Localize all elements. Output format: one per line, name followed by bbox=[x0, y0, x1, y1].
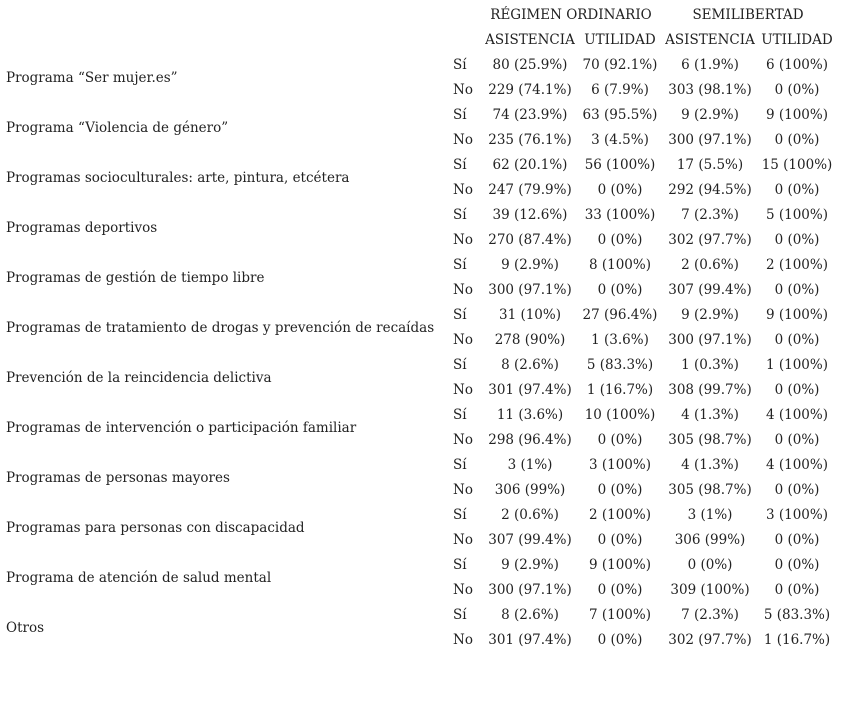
cell-ro-utilidad: 7 (100%) bbox=[588, 607, 651, 623]
cell-ro-utilidad: 1 (16.7%) bbox=[586, 382, 654, 398]
cell-ro-asistencia: 31 (10%) bbox=[498, 307, 561, 323]
cell-ro-utilidad: 3 (4.5%) bbox=[591, 132, 649, 148]
program-name: Programas de personas mayores bbox=[6, 469, 230, 486]
cell-ro-asistencia: 80 (25.9%) bbox=[492, 57, 568, 73]
answer-label: Sí bbox=[453, 57, 467, 73]
table-row bbox=[4, 503, 835, 528]
answer-label: Sí bbox=[453, 207, 467, 223]
cell-sl-asistencia: 300 (97.1%) bbox=[668, 132, 752, 148]
answer-label: No bbox=[453, 82, 473, 98]
cell-sl-asistencia: 4 (1.3%) bbox=[681, 407, 739, 423]
header-regimen-ordinario: RÉGIMEN ORDINARIO bbox=[490, 7, 652, 23]
cell-sl-asistencia: 3 (1%) bbox=[687, 507, 733, 523]
cell-ro-asistencia: 39 (12.6%) bbox=[492, 207, 568, 223]
cell-sl-asistencia: 302 (97.7%) bbox=[668, 232, 752, 248]
corner-cell bbox=[4, 3, 481, 28]
cell-ro-asistencia: 278 (90%) bbox=[494, 332, 566, 348]
header-ro-asistencia: ASISTENCIA bbox=[485, 32, 575, 48]
cell-sl-utilidad: 0 (0%) bbox=[774, 232, 820, 248]
table-body bbox=[4, 53, 835, 653]
table-row bbox=[4, 353, 835, 378]
group-header-row bbox=[4, 3, 835, 28]
table-row bbox=[4, 603, 835, 628]
answer-label: Sí bbox=[453, 357, 467, 373]
answer-label: Sí bbox=[453, 507, 467, 523]
cell-ro-utilidad: 0 (0%) bbox=[597, 182, 643, 198]
cell-ro-utilidad: 0 (0%) bbox=[597, 582, 643, 598]
answer-label: No bbox=[453, 282, 473, 298]
cell-ro-asistencia: 298 (96.4%) bbox=[488, 432, 572, 448]
cell-sl-asistencia: 1 (0.3%) bbox=[681, 357, 739, 373]
cell-ro-asistencia: 301 (97.4%) bbox=[488, 632, 572, 648]
answer-label: Sí bbox=[453, 557, 467, 573]
cell-sl-utilidad: 4 (100%) bbox=[765, 457, 828, 473]
cell-ro-utilidad: 5 (83.3%) bbox=[586, 357, 654, 373]
cell-sl-asistencia: 306 (99%) bbox=[674, 532, 746, 548]
cell-ro-asistencia: 307 (99.4%) bbox=[488, 532, 572, 548]
cell-ro-utilidad: 63 (95.5%) bbox=[582, 107, 658, 123]
cell-sl-asistencia: 309 (100%) bbox=[670, 582, 750, 598]
corner-cell bbox=[4, 28, 481, 53]
cell-ro-utilidad: 0 (0%) bbox=[597, 432, 643, 448]
cell-ro-asistencia: 235 (76.1%) bbox=[488, 132, 572, 148]
cell-sl-utilidad: 0 (0%) bbox=[774, 82, 820, 98]
answer-label: No bbox=[453, 632, 473, 648]
cell-sl-utilidad: 3 (100%) bbox=[765, 507, 828, 523]
cell-sl-utilidad: 4 (100%) bbox=[765, 407, 828, 423]
program-name: Programa de atención de salud mental bbox=[6, 569, 272, 586]
cell-sl-asistencia: 305 (98.7%) bbox=[668, 482, 752, 498]
cell-ro-utilidad: 2 (100%) bbox=[588, 507, 651, 523]
cell-ro-asistencia: 9 (2.9%) bbox=[501, 557, 559, 573]
cell-ro-asistencia: 270 (87.4%) bbox=[488, 232, 572, 248]
cell-sl-asistencia: 7 (2.3%) bbox=[681, 207, 739, 223]
table-row bbox=[4, 53, 835, 78]
answer-label: Sí bbox=[453, 307, 467, 323]
cell-ro-utilidad: 56 (100%) bbox=[584, 157, 656, 173]
answer-label: No bbox=[453, 532, 473, 548]
cell-ro-asistencia: 300 (97.1%) bbox=[488, 582, 572, 598]
cell-sl-asistencia: 308 (99.7%) bbox=[668, 382, 752, 398]
cell-sl-asistencia: 6 (1.9%) bbox=[681, 57, 739, 73]
cell-ro-asistencia: 74 (23.9%) bbox=[492, 107, 568, 123]
cell-ro-asistencia: 8 (2.6%) bbox=[501, 357, 559, 373]
cell-sl-asistencia: 0 (0%) bbox=[687, 557, 733, 573]
cell-ro-utilidad: 10 (100%) bbox=[584, 407, 656, 423]
cell-ro-utilidad: 0 (0%) bbox=[597, 532, 643, 548]
header-sl-asistencia: ASISTENCIA bbox=[665, 32, 755, 48]
header-semilibertad: SEMILIBERTAD bbox=[692, 7, 804, 23]
table-row bbox=[4, 203, 835, 228]
table-row bbox=[4, 103, 835, 128]
cell-ro-utilidad: 1 (3.6%) bbox=[591, 332, 649, 348]
program-name: Programas de tratamiento de drogas y prevención de recaídas bbox=[6, 319, 435, 336]
program-name: Programa “Ser mujer.es” bbox=[6, 69, 178, 86]
cell-ro-utilidad: 27 (96.4%) bbox=[582, 307, 658, 323]
answer-label: Sí bbox=[453, 457, 467, 473]
cell-sl-utilidad: 5 (100%) bbox=[765, 207, 828, 223]
program-name: Programas socioculturales: arte, pintura, etcétera bbox=[6, 169, 350, 186]
answer-label: Sí bbox=[453, 257, 467, 273]
header-sl-utilidad: UTILIDAD bbox=[761, 32, 833, 48]
answer-label: No bbox=[453, 132, 473, 148]
answer-label: No bbox=[453, 482, 473, 498]
cell-sl-asistencia: 2 (0.6%) bbox=[681, 257, 739, 273]
cell-sl-utilidad: 9 (100%) bbox=[765, 307, 828, 323]
answer-label: Sí bbox=[453, 107, 467, 123]
table-row bbox=[4, 153, 835, 178]
cell-sl-asistencia: 9 (2.9%) bbox=[681, 107, 739, 123]
cell-sl-utilidad: 0 (0%) bbox=[774, 482, 820, 498]
header-ro-utilidad: UTILIDAD bbox=[584, 32, 656, 48]
cell-sl-utilidad: 0 (0%) bbox=[774, 557, 820, 573]
program-name: Prevención de la reincidencia delictiva bbox=[6, 369, 272, 386]
table-row bbox=[4, 453, 835, 478]
table-row bbox=[4, 403, 835, 428]
answer-label: No bbox=[453, 582, 473, 598]
table-row bbox=[4, 553, 835, 578]
cell-ro-asistencia: 62 (20.1%) bbox=[492, 157, 568, 173]
answer-label: No bbox=[453, 232, 473, 248]
cell-sl-asistencia: 305 (98.7%) bbox=[668, 432, 752, 448]
cell-ro-utilidad: 3 (100%) bbox=[588, 457, 651, 473]
cell-sl-utilidad: 9 (100%) bbox=[765, 107, 828, 123]
answer-label: Sí bbox=[453, 607, 467, 623]
programs-table bbox=[4, 3, 835, 653]
program-name: Otros bbox=[6, 619, 45, 636]
cell-sl-asistencia: 300 (97.1%) bbox=[668, 332, 752, 348]
cell-sl-utilidad: 6 (100%) bbox=[765, 57, 828, 73]
cell-sl-utilidad: 0 (0%) bbox=[774, 582, 820, 598]
cell-sl-utilidad: 1 (16.7%) bbox=[763, 632, 831, 648]
cell-ro-utilidad: 0 (0%) bbox=[597, 282, 643, 298]
program-name: Programas para personas con discapacidad bbox=[6, 519, 305, 536]
cell-sl-asistencia: 17 (5.5%) bbox=[676, 157, 744, 173]
cell-sl-utilidad: 15 (100%) bbox=[761, 157, 833, 173]
cell-ro-utilidad: 0 (0%) bbox=[597, 632, 643, 648]
cell-sl-utilidad: 0 (0%) bbox=[774, 132, 820, 148]
sub-header-row bbox=[4, 28, 835, 53]
answer-label: No bbox=[453, 332, 473, 348]
cell-sl-utilidad: 0 (0%) bbox=[774, 332, 820, 348]
cell-ro-utilidad: 0 (0%) bbox=[597, 232, 643, 248]
cell-ro-asistencia: 247 (79.9%) bbox=[488, 182, 572, 198]
program-name: Programas de intervención o participación familiar bbox=[6, 419, 357, 436]
cell-ro-asistencia: 306 (99%) bbox=[494, 482, 566, 498]
cell-ro-utilidad: 9 (100%) bbox=[588, 557, 651, 573]
cell-sl-utilidad: 0 (0%) bbox=[774, 432, 820, 448]
cell-sl-utilidad: 1 (100%) bbox=[765, 357, 828, 373]
cell-ro-asistencia: 8 (2.6%) bbox=[501, 607, 559, 623]
table-row bbox=[4, 253, 835, 278]
cell-sl-asistencia: 302 (97.7%) bbox=[668, 632, 752, 648]
answer-label: Sí bbox=[453, 157, 467, 173]
answer-label: No bbox=[453, 382, 473, 398]
cell-sl-utilidad: 0 (0%) bbox=[774, 282, 820, 298]
cell-ro-utilidad: 70 (92.1%) bbox=[582, 57, 658, 73]
cell-sl-asistencia: 303 (98.1%) bbox=[668, 82, 752, 98]
cell-ro-asistencia: 3 (1%) bbox=[507, 457, 553, 473]
cell-sl-asistencia: 4 (1.3%) bbox=[681, 457, 739, 473]
table-row bbox=[4, 303, 835, 328]
answer-label: No bbox=[453, 182, 473, 198]
cell-sl-utilidad: 0 (0%) bbox=[774, 532, 820, 548]
cell-sl-asistencia: 9 (2.9%) bbox=[681, 307, 739, 323]
cell-sl-asistencia: 292 (94.5%) bbox=[668, 182, 752, 198]
program-name: Programa “Violencia de género” bbox=[6, 119, 229, 136]
cell-sl-utilidad: 2 (100%) bbox=[765, 257, 828, 273]
cell-ro-asistencia: 301 (97.4%) bbox=[488, 382, 572, 398]
program-name: Programas de gestión de tiempo libre bbox=[6, 269, 265, 286]
cell-sl-asistencia: 7 (2.3%) bbox=[681, 607, 739, 623]
cell-sl-asistencia: 307 (99.4%) bbox=[668, 282, 752, 298]
cell-ro-asistencia: 9 (2.9%) bbox=[501, 257, 559, 273]
cell-ro-asistencia: 11 (3.6%) bbox=[496, 407, 564, 423]
cell-sl-utilidad: 0 (0%) bbox=[774, 182, 820, 198]
cell-ro-utilidad: 6 (7.9%) bbox=[591, 82, 649, 98]
cell-ro-utilidad: 8 (100%) bbox=[588, 257, 651, 273]
cell-sl-utilidad: 5 (83.3%) bbox=[763, 607, 831, 623]
cell-ro-utilidad: 0 (0%) bbox=[597, 482, 643, 498]
answer-label: No bbox=[453, 432, 473, 448]
answer-label: Sí bbox=[453, 407, 467, 423]
cell-ro-asistencia: 229 (74.1%) bbox=[488, 82, 572, 98]
cell-ro-utilidad: 33 (100%) bbox=[584, 207, 656, 223]
program-name: Programas deportivos bbox=[6, 219, 158, 236]
cell-sl-utilidad: 0 (0%) bbox=[774, 382, 820, 398]
cell-ro-asistencia: 300 (97.1%) bbox=[488, 282, 572, 298]
cell-ro-asistencia: 2 (0.6%) bbox=[501, 507, 559, 523]
